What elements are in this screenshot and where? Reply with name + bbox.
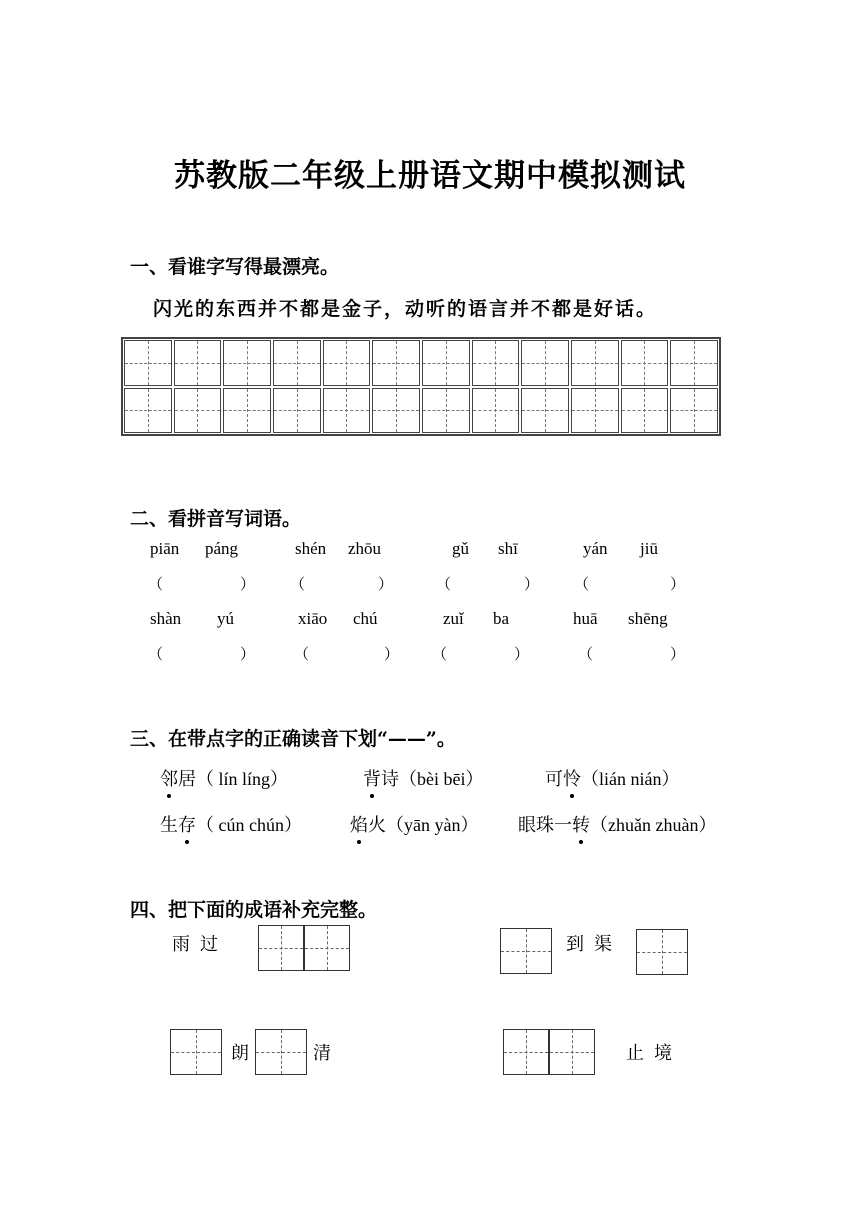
reading-item: 眼珠一转（zhuǎn zhuàn）: [518, 811, 716, 837]
answer-open-paren: （: [574, 577, 590, 593]
answer-close-paren: ）: [524, 577, 540, 593]
grid-cell[interactable]: [174, 340, 222, 386]
writing-grid[interactable]: [121, 337, 721, 436]
answer-open-paren: （: [148, 577, 164, 593]
answer-close-paren: ）: [240, 577, 256, 593]
grid-cell[interactable]: [223, 388, 271, 434]
grid-cell[interactable]: [273, 388, 321, 434]
grid-cell[interactable]: [422, 340, 470, 386]
reading-options[interactable]: （zhuǎn zhuàn）: [590, 815, 717, 835]
pinyin: shén: [295, 539, 327, 558]
grid-cell[interactable]: [472, 388, 520, 434]
answer-close-paren: ）: [670, 647, 686, 663]
reading-options[interactable]: （ cún chún）: [196, 815, 302, 835]
answer-box[interactable]: [549, 1029, 595, 1075]
grid-cell[interactable]: [223, 340, 271, 386]
pinyin: zhōu: [348, 539, 382, 558]
pinyin: ba: [493, 609, 510, 628]
grid-cell[interactable]: [124, 340, 172, 386]
answer-box[interactable]: [636, 929, 688, 975]
reading-item: 背诗（bèi bēi）: [363, 765, 483, 791]
dotted-char: 背: [363, 765, 381, 791]
idiom-text: 朗: [231, 1043, 259, 1064]
pinyin: shàn: [150, 609, 182, 628]
pinyin: huā: [573, 609, 598, 628]
pinyin: yú: [217, 609, 234, 628]
idiom-text: 止境: [626, 1043, 682, 1064]
dotted-char: 邻: [160, 765, 178, 791]
dotted-char: 存: [178, 811, 196, 837]
grid-cell[interactable]: [521, 340, 569, 386]
grid-cell[interactable]: [621, 388, 669, 434]
idiom-text: 到渠: [566, 934, 622, 955]
pinyin: gǔ: [452, 539, 469, 558]
section-4-heading: 四、把下面的成语补充完整。: [130, 899, 378, 921]
pinyin: chú: [353, 609, 378, 628]
pinyin: shī: [498, 539, 518, 558]
grid-cell[interactable]: [670, 388, 718, 434]
dotted-char: 怜: [563, 765, 581, 791]
grid-cell[interactable]: [472, 340, 520, 386]
section-1-heading: 一、看谁字写得最漂亮。: [130, 256, 340, 278]
answer-box[interactable]: [255, 1029, 307, 1075]
answer-open-paren: （: [290, 577, 306, 593]
reading-item: 可怜（lián nián）: [545, 765, 679, 791]
grid-cell[interactable]: [621, 340, 669, 386]
grid-cell[interactable]: [670, 340, 718, 386]
answer-close-paren: ）: [670, 577, 686, 593]
answer-close-paren: ）: [240, 647, 256, 663]
answer-open-paren: （: [578, 647, 594, 663]
grid-cell[interactable]: [372, 388, 420, 434]
grid-cell[interactable]: [571, 340, 619, 386]
reading-item: 焰火（yān yàn）: [350, 811, 478, 837]
grid-cell[interactable]: [323, 340, 371, 386]
pinyin: zuǐ: [443, 609, 464, 628]
page-title: 苏教版二年级上册语文期中模拟测试: [174, 158, 686, 194]
grid-cell[interactable]: [124, 388, 172, 434]
answer-open-paren: （: [294, 647, 310, 663]
answer-box[interactable]: [304, 925, 350, 971]
dotted-char: 转: [572, 811, 590, 837]
grid-cell[interactable]: [422, 388, 470, 434]
answer-close-paren: ）: [378, 577, 394, 593]
answer-box[interactable]: [258, 925, 304, 971]
grid-cell[interactable]: [521, 388, 569, 434]
idiom-text: 雨过: [172, 934, 228, 955]
answer-close-paren: ）: [514, 647, 530, 663]
answer-open-paren: （: [432, 647, 448, 663]
answer-open-paren: （: [148, 647, 164, 663]
reading-item: 邻居（ lín líng）: [160, 765, 288, 791]
pinyin: yán: [583, 539, 608, 558]
copy-sentence: 闪光的东西并不都是金子，动听的语言并不都是好话。: [153, 298, 658, 320]
pinyin: páng: [205, 539, 239, 558]
grid-cell[interactable]: [372, 340, 420, 386]
section-2-heading: 二、看拼音写词语。: [130, 508, 302, 530]
reading-item: 生存（ cún chún）: [160, 811, 302, 837]
reading-options[interactable]: （yān yàn）: [386, 815, 479, 835]
grid-cell[interactable]: [571, 388, 619, 434]
reading-options[interactable]: （lián nián）: [581, 769, 680, 789]
reading-options[interactable]: （bèi bēi）: [399, 769, 484, 789]
reading-options[interactable]: （ lín líng）: [196, 769, 289, 789]
answer-box[interactable]: [170, 1029, 222, 1075]
answer-box[interactable]: [503, 1029, 549, 1075]
answer-close-paren: ）: [384, 647, 400, 663]
answer-open-paren: （: [436, 577, 452, 593]
pinyin: jiū: [640, 539, 658, 558]
pinyin: xiāo: [298, 609, 328, 628]
pinyin: shēng: [628, 609, 668, 628]
pinyin: piān: [150, 539, 180, 558]
grid-cell[interactable]: [323, 388, 371, 434]
answer-box[interactable]: [500, 928, 552, 974]
idiom-text: 清: [313, 1043, 341, 1064]
grid-cell[interactable]: [273, 340, 321, 386]
dotted-char: 焰: [350, 811, 368, 837]
grid-cell[interactable]: [174, 388, 222, 434]
section-3-heading: 三、在带点字的正确读音下划“——”。: [130, 728, 456, 750]
